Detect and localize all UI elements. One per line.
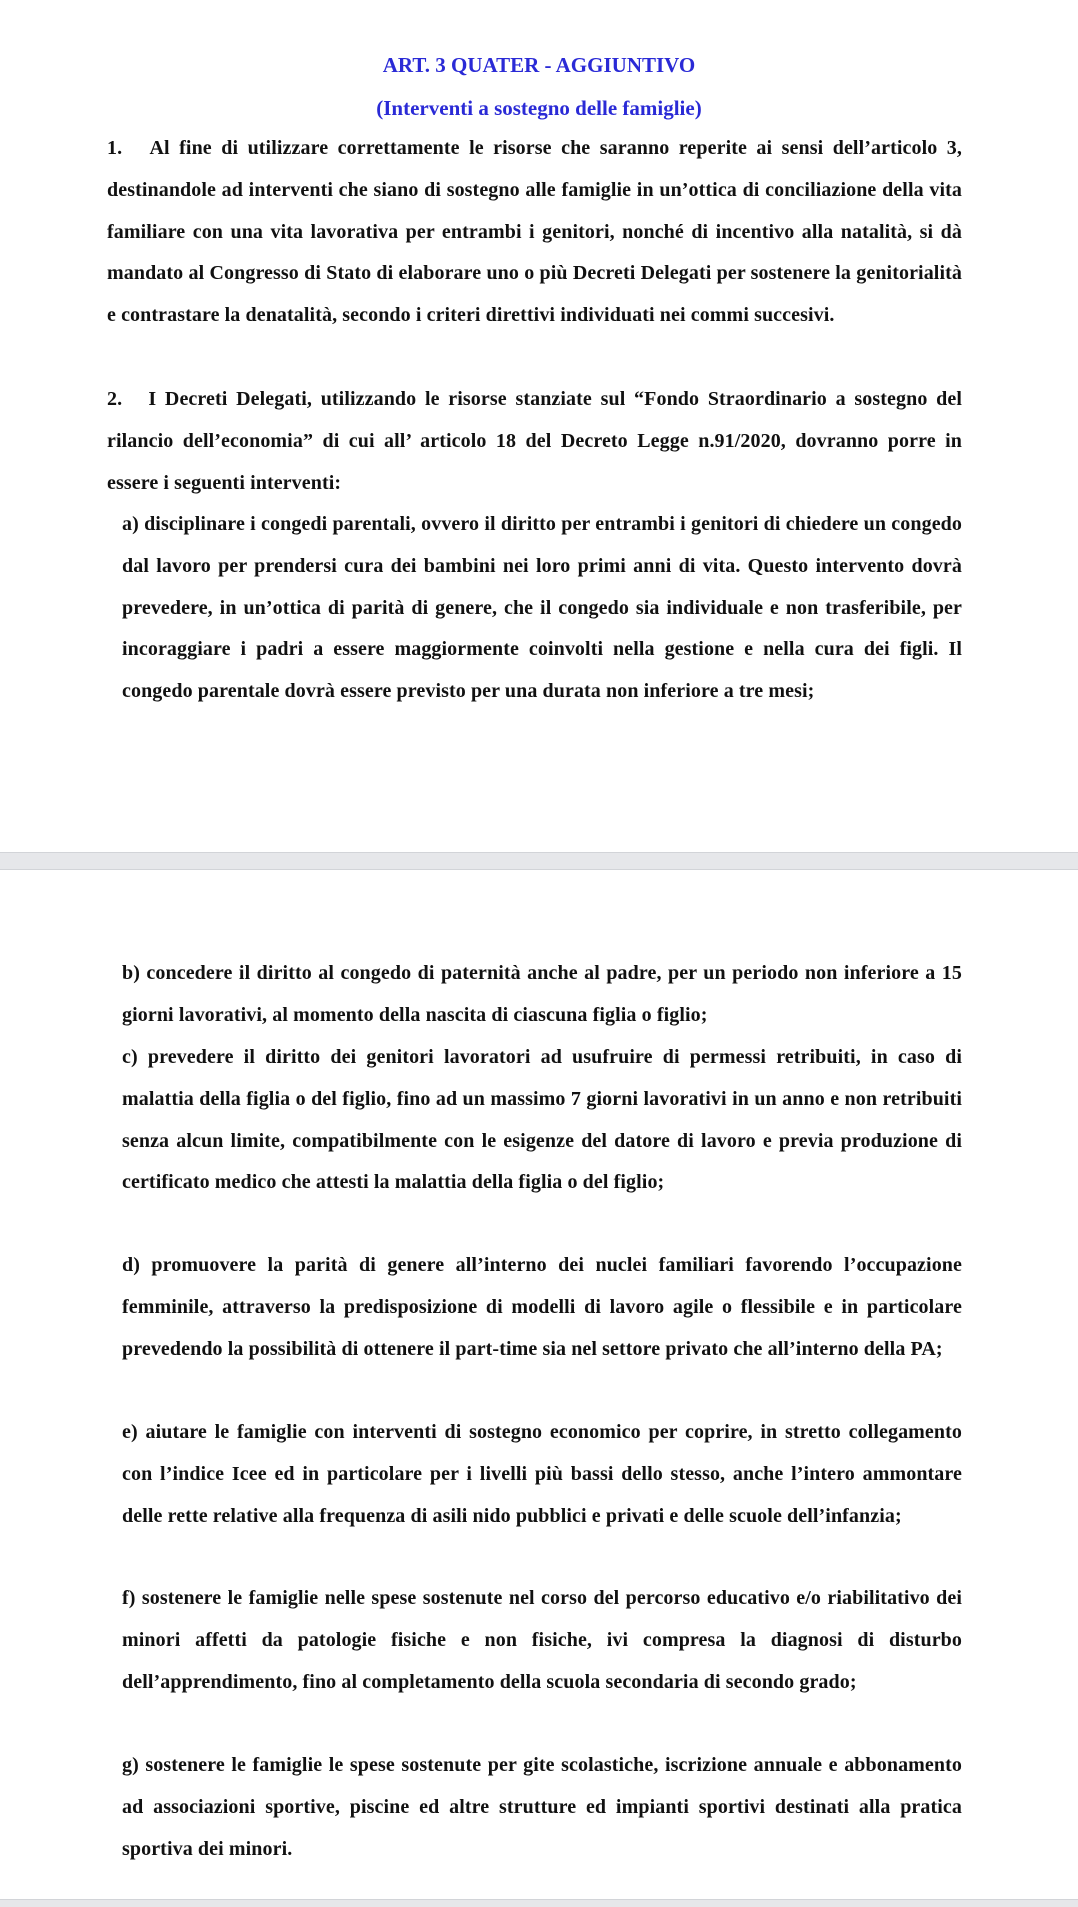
page-bottom-edge <box>0 1899 1078 1907</box>
list-item-f: f) sostenere le famiglie nelle spese sostenute nel corso del percorso educativo e/o riabilitativo dei minori affetti da patologie fisiche e non fisiche, ivi compresa la diagnosi di disturbo dell’apprendimento, fino al completamento della scuola secondaria di secondo grado; <box>122 1587 962 1693</box>
article-title: ART. 3 QUATER - AGGIUNTIVO <box>382 53 696 77</box>
paragraph-comma-1: 1. Al fine di utilizzare correttamente le risorse che saranno reperite ai sensi dell’articolo 3, destinandole ad interventi che siano di sostegno alle famiglie in un’ottica di conciliazione della vita familiare con una vita lavorativa per entrambi i genitori, nonché di incentivo alla natalità, si dà mandato al Congresso di Stato di elaborare uno o più Decreti Delegati per sostenere la genitorialità e contrastare la denatalità, secondo i criteri direttivi individuati nei commi succesivi. <box>107 137 962 327</box>
page-separator <box>0 852 1078 870</box>
article-subtitle: (Interventi a sostegno delle famiglie) <box>376 96 702 120</box>
list-item-e: e) aiutare le famiglie con interventi di sostegno economico per coprire, in stretto collegamento con l’indice Icee ed in particolare per i livelli più bassi dello stesso, anche l’intero ammontare delle rette relative alla frequenza di asili nido pubblici e privati e delle scuole dell’infanzia; <box>122 1421 962 1527</box>
list-item-g: g) sostenere le famiglie le spese sostenute per gite scolastiche, iscrizione annuale e abbonamento ad associazioni sportive, piscine ed altre strutture ed impianti sportivi destinati alla pratica sportiva dei minori. <box>122 1754 962 1860</box>
paragraph-comma-2: 2. I Decreti Delegati, utilizzando le risorse stanziate sul “Fondo Straordinario a sostegno del rilancio dell’economia” di cui all’ articolo 18 del Decreto Legge n.91/2020, dovranno porre in essere i seguenti interventi: <box>107 388 962 494</box>
list-item-c: c) prevedere il diritto dei genitori lavoratori ad usufruire di permessi retribuiti, in caso di malattia della figlia o del figlio, fino ad un massimo 7 giorni lavorativi in un anno e non retribuiti senza alcun limite, compatibilmente con le esigenze del datore di lavoro e previa produzione di certificato medico che attesti la malattia della figlia o del figlio; <box>122 1046 962 1194</box>
list-item-d: d) promuovere la parità di genere all’interno dei nuclei familiari favorendo l’occupazione femminile, attraverso la predisposizione di modelli di lavoro agile o flessibile e in particolare prevedendo la possibilità di ottenere il part-time sia nel settore privato che all’interno della PA; <box>122 1254 962 1360</box>
list-item-b: b) concedere il diritto al congedo di paternità anche al padre, per un periodo non inferiore a 15 giorni lavorativi, al momento della nascita di ciascuna figlia o figlio; <box>122 962 962 1026</box>
list-item-a: a) disciplinare i congedi parentali, ovvero il diritto per entrambi i genitori di chiedere un congedo dal lavoro per prendersi cura dei bambini nei loro primi anni di vita. Questo intervento dovrà prevedere, in un’ottica di parità di genere, che il congedo sia individuale e non trasferibile, per incoraggiare i padri a essere maggiormente coinvolti nella gestione e nella cura dei figli. Il congedo parentale dovrà essere previsto per una durata non inferiore a tre mesi; <box>122 513 962 703</box>
